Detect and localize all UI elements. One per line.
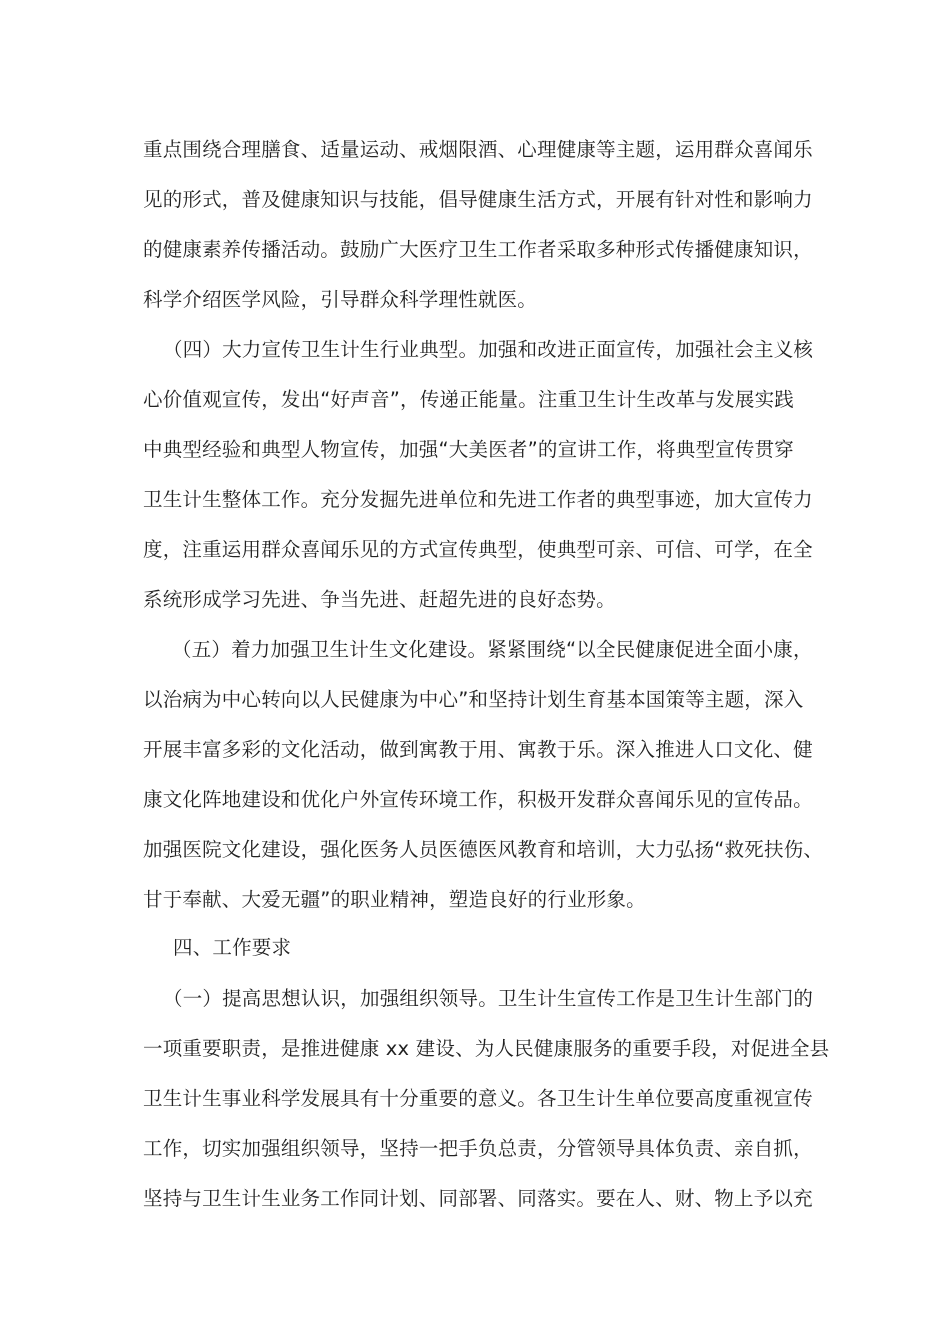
paragraph-line: 坚持与卫生计生业务工作同计划、同部署、同落实。要在人、财、物上予以充 [143,1187,813,1210]
paragraph-line: 见的形式，普及健康知识与技能，倡导健康生活方式，开展有针对性和影响力 [143,188,813,211]
paragraph-line: 一项重要职责，是推进健康 xx 建设、为人民健康服务的重要手段，对促进全县 [143,1037,830,1060]
paragraph-line: 加强医院文化建设，强化医务人员医德医风教育和培训，大力弘扬“救死扶伤、 [143,838,824,861]
paragraph-line: 以治病为中心转向以人民健康为中心”和坚持计划生育基本国策等主题，深入 [143,688,804,711]
paragraph-line: 心价值观宣传，发出“好声音”，传递正能量。注重卫生计生改革与发展实践 [143,388,795,411]
paragraph-line: 卫生计生事业科学发展具有十分重要的意义。各卫生计生单位要高度重视宣传 [143,1087,813,1110]
paragraph-line: （五）着力加强卫生计生文化建设。紧紧围绕“以全民健康促进全面小康， [172,638,813,661]
paragraph-line: 的健康素养传播活动。鼓励广大医疗卫生工作者采取多种形式传播健康知识， [143,238,813,261]
paragraph-line: 卫生计生整体工作。充分发掘先进单位和先进工作者的典型事迹，加大宣传力 [143,488,813,511]
paragraph-line: （四）大力宣传卫生计生行业典型。加强和改进正面宣传，加强社会主义核 [163,338,814,361]
paragraph-line: 科学介绍医学风险，引导群众科学理性就医。 [143,288,538,311]
paragraph-line: （一）提高思想认识，加强组织领导。卫生计生宣传工作是卫生计生部门的 [163,987,814,1010]
paragraph-line: 工作，切实加强组织领导，坚持一把手负总责，分管领导具体负责、亲自抓， [143,1137,813,1160]
section-heading: 四、工作要求 [173,936,292,959]
paragraph-line: 中典型经验和典型人物宣传，加强“大美医者”的宣讲工作，将典型宣传贯穿 [143,438,795,461]
paragraph-line: 重点围绕合理膳食、适量运动、戒烟限酒、心理健康等主题，运用群众喜闻乐 [143,138,813,161]
paragraph-line: 开展丰富多彩的文化活动，做到寓教于用、寓教于乐。深入推进人口文化、健 [143,738,813,761]
paragraph-line: 康文化阵地建设和优化户外宣传环境工作，积极开发群众喜闻乐见的宣传品。 [143,788,813,811]
paragraph-line: 甘于奉献、大爱无疆”的职业精神，塑造良好的行业形象。 [143,888,646,911]
paragraph-line: 系统形成学习先进、争当先进、赶超先进的良好态势。 [143,588,616,611]
paragraph-line: 度，注重运用群众喜闻乐见的方式宣传典型，使典型可亲、可信、可学，在全 [143,538,813,561]
